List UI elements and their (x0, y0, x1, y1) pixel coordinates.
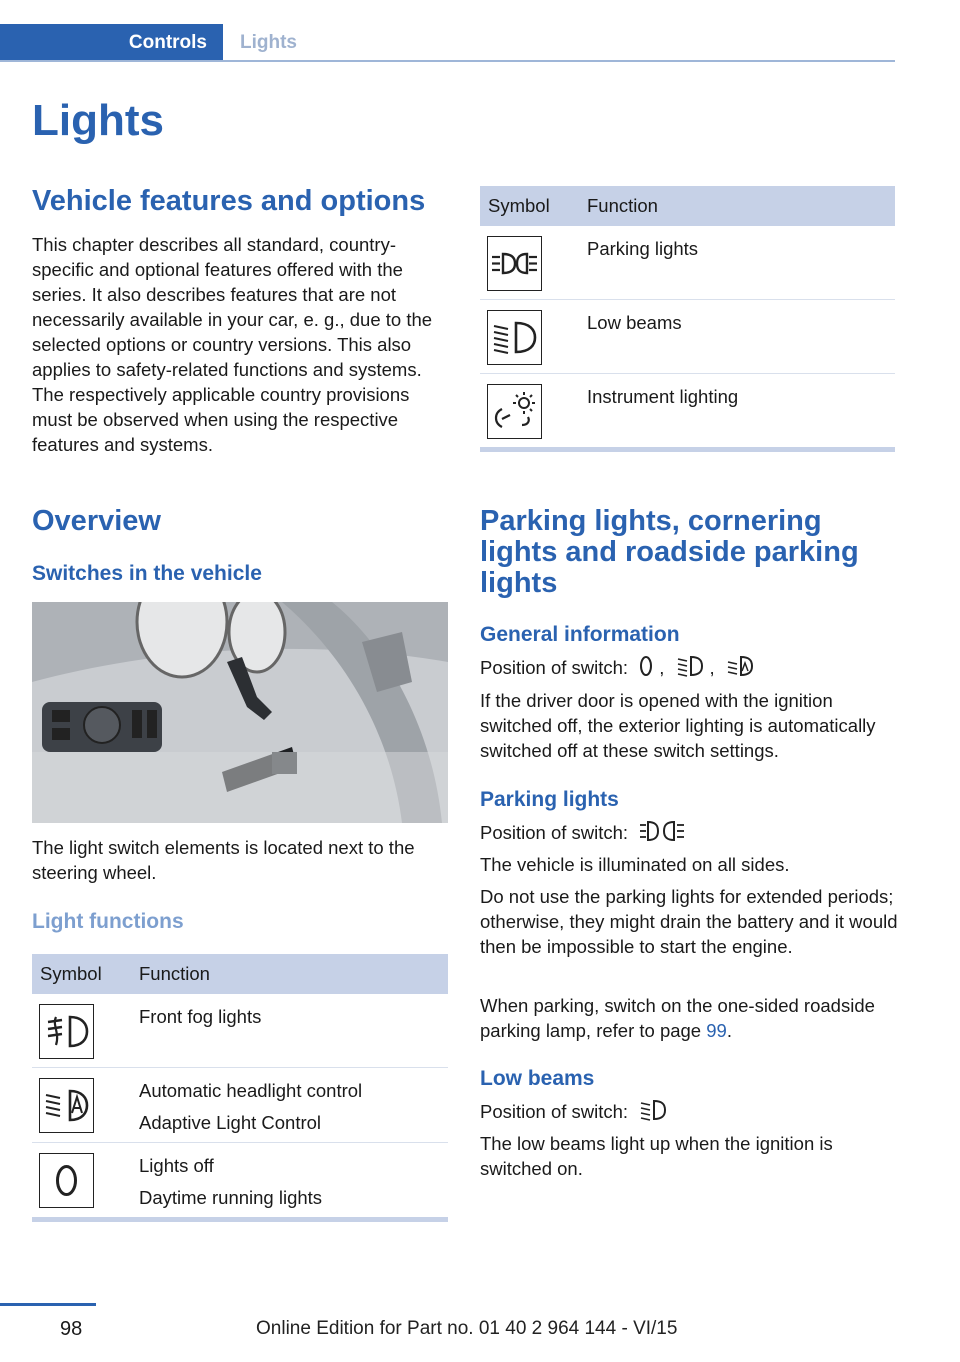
symbol-cell (32, 1143, 131, 1218)
low-beams-text: The low beams light up when the ignition is switched on. (480, 1133, 833, 1179)
function-line: Front fog lights (139, 1006, 262, 1027)
symbol-cell (480, 300, 579, 374)
page-title: Lights (32, 96, 164, 145)
overview-heading: Overview (32, 505, 161, 537)
general-info-heading: General information (480, 623, 680, 646)
footer-rule (0, 1303, 96, 1306)
features-text (32, 232, 442, 457)
function-line: Automatic headlight control (139, 1080, 363, 1101)
table-row (480, 374, 895, 448)
function-line: Daytime running lights (139, 1187, 323, 1208)
function-line: Adaptive Light Control (139, 1112, 322, 1133)
lights-off-inline-icon (639, 655, 653, 683)
table-row (32, 1068, 448, 1143)
parking-lights-inline-icon (639, 820, 687, 848)
front-fog-lights-icon (39, 1004, 94, 1059)
light-functions-heading: Light functions (32, 910, 184, 933)
header-chapter-tab[interactable]: Lights (240, 32, 297, 53)
low-beams-position-line (480, 1099, 900, 1127)
function-cell (131, 994, 448, 1068)
column-header-function: Function (131, 954, 448, 994)
symbol-cell (480, 226, 579, 300)
function-line: Instrument lighting (587, 386, 739, 407)
position-label: Position of switch: (480, 657, 629, 678)
automatic-headlight-inline-icon (726, 655, 754, 683)
low-beams-icon (487, 310, 542, 365)
switches-heading: Switches in the vehicle (32, 562, 262, 585)
table-row (480, 226, 895, 300)
parking-text-3-after: . (726, 1020, 732, 1041)
function-cell (579, 374, 895, 448)
parking-text-1: The vehicle is illuminated on all sides. (480, 854, 790, 875)
light-switch-photo (32, 602, 448, 823)
general-info-text: If the driver door is opened with the ignition switched off, the exterior lighting is automatically switched off at these switch settings. (480, 690, 876, 761)
function-line: Low beams (587, 312, 682, 333)
position-label: Position of switch: (480, 1101, 629, 1122)
function-cell (131, 1143, 448, 1218)
header-divider (0, 60, 895, 62)
edition-text: Online Edition for Part no. 01 40 2 964 144 - VI/15 (256, 1318, 678, 1339)
instrument-lighting-icon (487, 384, 542, 439)
photo-caption: The light switch elements is located next to the steering wheel. (32, 837, 415, 883)
column-header-symbol: Symbol (32, 954, 131, 994)
low-beams-inline-icon (639, 1099, 667, 1127)
position-label: Position of switch: (480, 822, 629, 843)
parking-position-line (480, 820, 900, 848)
table-bottom-rule (32, 1217, 448, 1222)
table-row (32, 1143, 448, 1218)
low-beams-inline-icon (676, 655, 704, 683)
lights-symbol-grid (480, 186, 895, 447)
header-section-tab[interactable] (0, 24, 223, 62)
symbol-cell (32, 1068, 131, 1143)
automatic-headlight-icon (39, 1078, 94, 1133)
column-header-symbol: Symbol (480, 186, 579, 226)
table-header-row (32, 954, 448, 994)
function-line: Parking lights (587, 238, 699, 259)
lights-symbol-table (480, 186, 895, 452)
parking-text-3 (480, 993, 898, 1043)
function-cell (579, 300, 895, 374)
table-row (480, 300, 895, 374)
table-row (32, 994, 448, 1068)
function-cell (579, 226, 895, 300)
light-switch-photo-drawing (32, 602, 448, 823)
parking-lights-heading: Parking lights (480, 788, 619, 811)
features-paragraph: This chapter describes all standard, country-specific and optional features offered with the series. It also describes features that are not necessarily available in your car, e. g., due to the selected options or country versions. This also applies to safety-related functions and systems. The respectively applicable country provisions must be observed when using the respective features and systems. (32, 234, 433, 455)
header-section-label: Controls (128, 32, 207, 53)
parking-text-2: Do not use the parking lights for extended periods; otherwise, they might drain the battery and it would then be impossible to start the engine. (480, 886, 898, 957)
light-functions-grid (32, 954, 448, 1217)
low-beams-heading: Low beams (480, 1067, 595, 1090)
parking-text-3-before: When parking, switch on the one-sided roadside parking lamp, refer to page (480, 995, 875, 1041)
symbol-cell (32, 994, 131, 1068)
column-header-function: Function (579, 186, 895, 226)
general-position-line (480, 655, 900, 683)
parking-section-heading: Parking lights, cornering lights and roadside parking lights (480, 505, 859, 599)
separator: , (659, 657, 665, 678)
page-number: 98 (60, 1318, 83, 1340)
table-header-row (480, 186, 895, 226)
function-line: Lights off (139, 1155, 214, 1176)
features-heading: Vehicle features and options (32, 185, 426, 217)
function-cell (131, 1068, 448, 1143)
parking-lights-icon (487, 236, 542, 291)
symbol-cell (480, 374, 579, 448)
separator: , (709, 657, 715, 678)
table-bottom-rule (480, 447, 895, 452)
lights-off-icon (39, 1153, 94, 1208)
page-99-link[interactable]: 99 (706, 1020, 727, 1041)
light-functions-table (32, 954, 448, 1222)
